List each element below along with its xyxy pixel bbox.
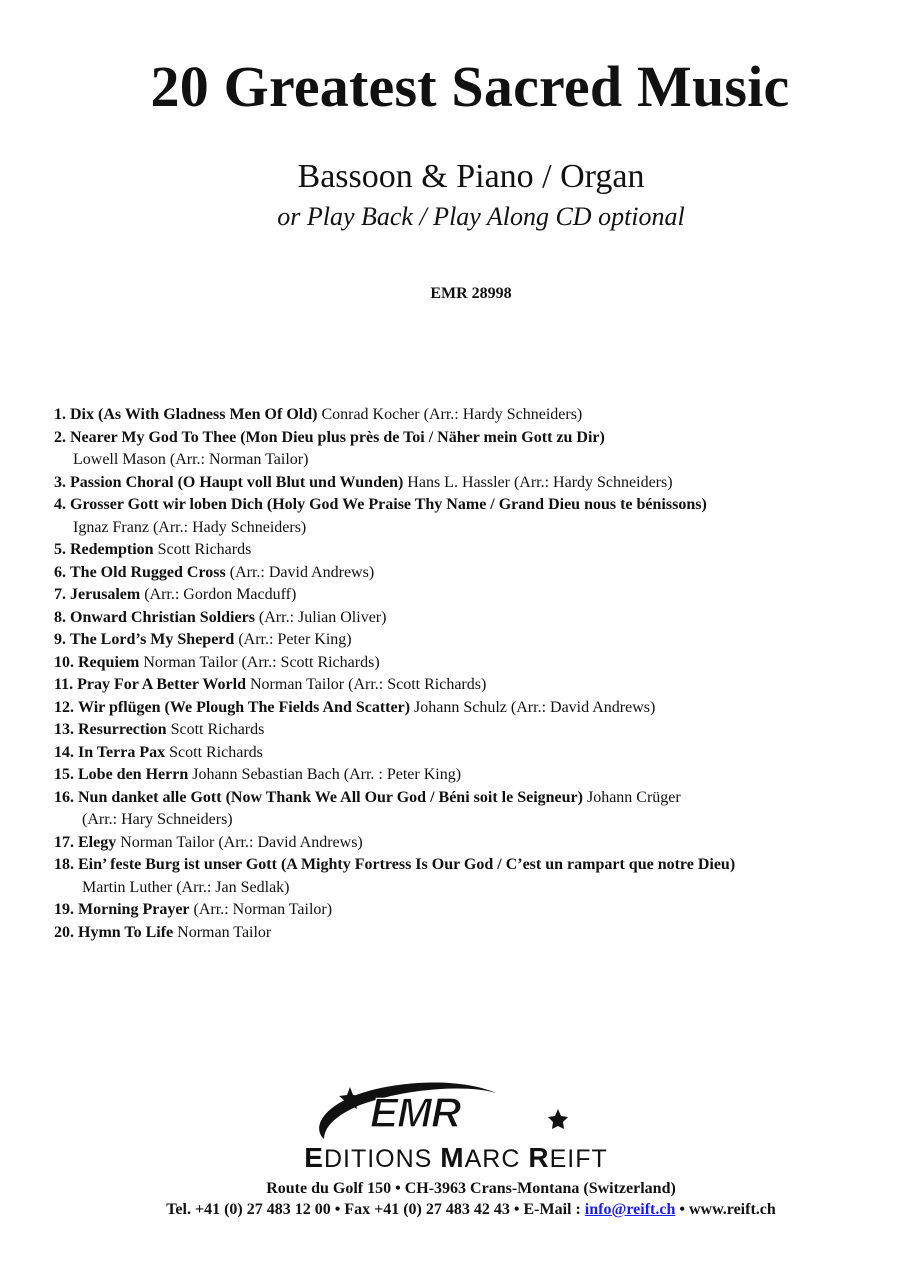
list-item: 1. Dix (As With Gladness Men Of Old) Conrad Kocher (Arr.: Hardy Schneiders) <box>54 406 583 423</box>
list-item: 8. Onward Christian Soldiers (Arr.: Julian Oliver) <box>54 608 387 626</box>
list-item: 10. Requiem Norman Tailor (Arr.: Scott Richards) <box>54 653 380 671</box>
list-item: 20. Hymn To Life Norman Tailor <box>54 923 272 941</box>
list-item: 17. Elegy Norman Tailor (Arr.: David Andrews) <box>54 833 363 851</box>
catalog-code: EMR 28998 <box>430 285 512 302</box>
instrumentation-subtitle: Bassoon & Piano / Organ <box>297 158 645 195</box>
list-item: 11. Pray For A Better World Norman Tailor (Arr.: Scott Richards) <box>54 676 487 693</box>
emr-logo <box>300 1075 590 1147</box>
track-list <box>54 404 884 944</box>
publisher-name: EDITIONS MARC REIFT <box>304 1142 608 1173</box>
logo-text: EMR <box>370 1089 461 1136</box>
list-item: 9. The Lord’s My Sheperd (Arr.: Peter King) <box>54 631 352 648</box>
list-item: 16. Nun danket alle Gott (Now Thank We All Our God / Béni soit le Seigneur) Johann Crüger (Arr.: Hary Schneiders) <box>54 788 681 828</box>
publisher-contact: Tel. +41 (0) 27 483 12 00 • Fax +41 (0) 27 483 42 43 • E-Mail : info@reift.ch • www.reift.ch <box>166 1201 776 1218</box>
list-item: 6. The Old Rugged Cross (Arr.: David Andrews) <box>54 563 375 581</box>
list-item: 3. Passion Choral (O Haupt voll Blut und Wunden) Hans L. Hassler (Arr.: Hardy Schneiders) <box>54 473 673 491</box>
list-item: 5. Redemption Scott Richards <box>54 541 252 558</box>
email-link[interactable]: info@reift.ch <box>584 1201 676 1218</box>
list-item: 19. Morning Prayer (Arr.: Norman Tailor) <box>54 901 333 918</box>
list-item: 4. Grosser Gott wir loben Dich (Holy God We Praise Thy Name / Grand Dieu nous te bénissons) Ignaz Franz (Arr.: Hady Schneiders) <box>54 496 707 536</box>
list-item: 12. Wir pflügen (We Plough The Fields And Scatter) Johann Schulz (Arr.: David Andrews) <box>54 698 656 716</box>
list-item: 13. Resurrection Scott Richards <box>54 721 265 738</box>
list-item: 2. Nearer My God To Thee (Mon Dieu plus près de Toi / Näher mein Gott zu Dir) Lowell Mason (Arr.: Norman Tailor) <box>54 428 605 468</box>
publisher-address: Route du Golf 150 • CH-3963 Crans-Montana (Switzerland) <box>266 1180 676 1197</box>
list-item: 15. Lobe den Herrn Johann Sebastian Bach (Arr. : Peter King) <box>54 766 462 783</box>
page-title: 20 Greatest Sacred Music <box>150 54 790 119</box>
list-item: 18. Ein’ feste Burg ist unser Gott (A Mighty Fortress Is Our God / C’est un rampart que notre Dieu) Martin Luther (Arr.: Jan Sedlak) <box>54 856 736 896</box>
list-item: 7. Jerusalem (Arr.: Gordon Macduff) <box>54 586 297 603</box>
list-item: 14. In Terra Pax Scott Richards <box>54 743 263 761</box>
cd-note: or Play Back / Play Along CD optional <box>277 202 685 231</box>
